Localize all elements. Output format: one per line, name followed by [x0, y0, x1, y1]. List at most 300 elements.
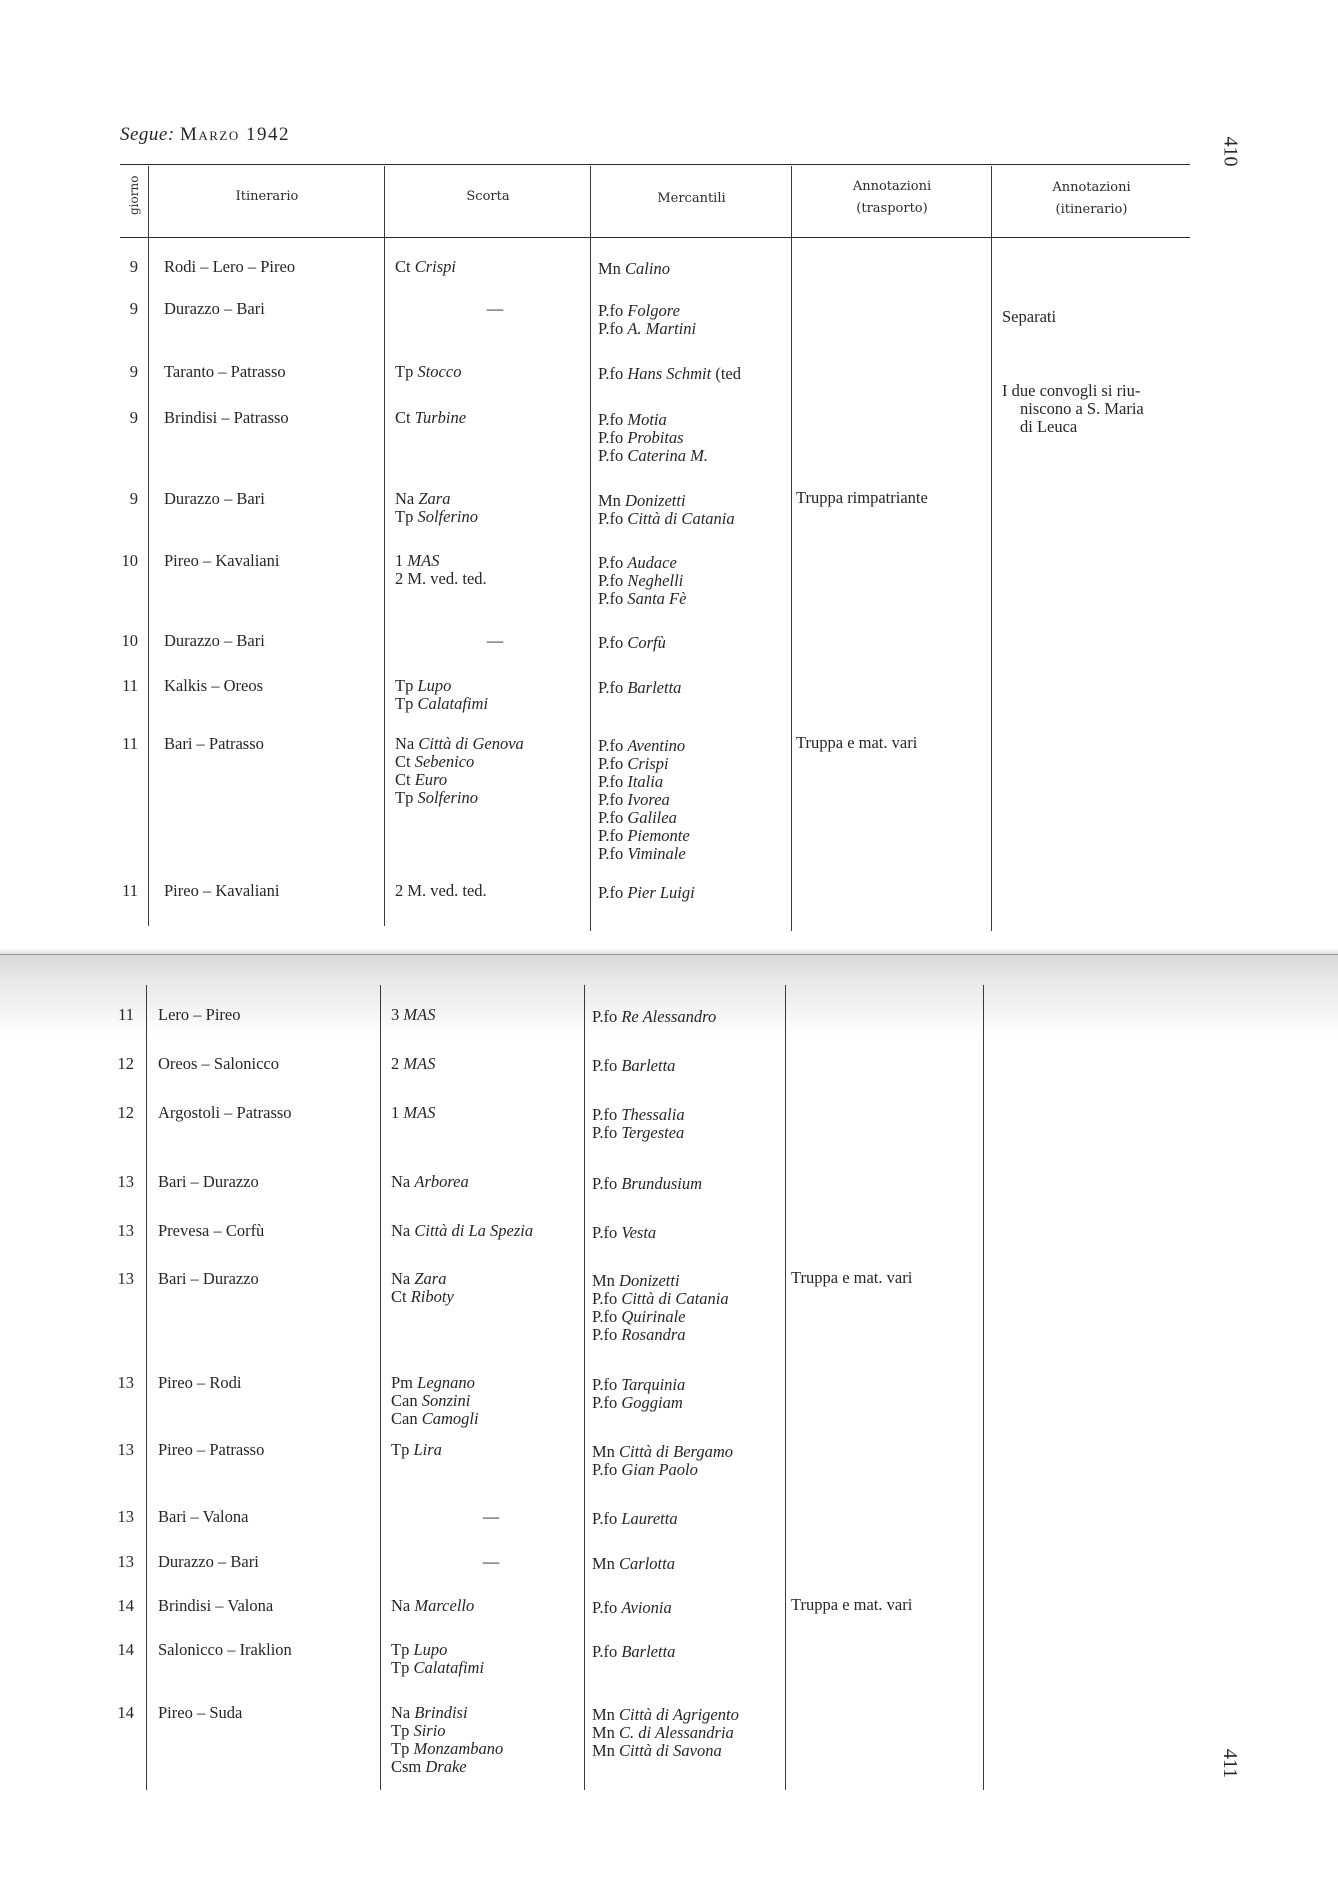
vessel-type: Tp	[395, 694, 414, 713]
escort-vessel	[395, 882, 487, 900]
vessel-type: P.fo	[598, 633, 624, 652]
vessel-type: P.fo	[592, 1289, 618, 1308]
merchant-vessel	[592, 1724, 734, 1742]
vessel-name: Camogli	[421, 1409, 479, 1428]
vessel-type: P.fo	[598, 754, 624, 773]
vessel-name: Avionia	[621, 1598, 672, 1617]
vessel-name: Brindisi	[414, 1703, 468, 1722]
merchant-vessel	[592, 1106, 685, 1124]
row-day: 9	[129, 299, 138, 318]
vessel-name: Probitas	[627, 428, 684, 447]
header-segue: Segue:	[120, 124, 175, 145]
escort-vessel	[395, 490, 450, 508]
vessel-name: Donizetti	[619, 1271, 680, 1290]
vessel-name: Carlotta	[619, 1554, 675, 1573]
vessel-name: Neghelli	[627, 571, 684, 590]
vessel-type: Na	[391, 1596, 411, 1615]
merchant-vessel	[592, 1510, 678, 1528]
vessel-name: Riboty	[410, 1287, 454, 1306]
vessel-type: Tp	[395, 507, 414, 526]
merchant-vessel	[598, 590, 686, 608]
col-rule	[380, 985, 381, 1790]
vessel-name: Città di Catania	[621, 1289, 729, 1308]
vessel-type: Ct	[395, 408, 411, 427]
vessel-type: P.fo	[592, 1123, 618, 1142]
vessel-name: MAS	[403, 1103, 436, 1122]
merchant-vessel	[592, 1643, 675, 1661]
vessel-type: P.fo	[598, 883, 624, 902]
vessel-type: Mn	[592, 1705, 615, 1724]
row-day: 13	[117, 1172, 134, 1191]
escort-vessel	[391, 1392, 470, 1410]
col-rule	[146, 985, 147, 1790]
merchant-vessel	[598, 791, 670, 809]
page-number-top: 410	[1219, 136, 1242, 167]
vessel-type: Na	[391, 1172, 411, 1191]
vessel-name: Galilea	[627, 808, 677, 827]
vessel-name: Crispi	[627, 754, 669, 773]
merchant-vessel	[592, 1326, 686, 1344]
row-day: 9	[129, 489, 138, 508]
merchant-vessel	[598, 737, 685, 755]
vessel-name: Sonzini	[421, 1391, 471, 1410]
escort-vessel	[395, 409, 466, 427]
vessel-name: Corfù	[627, 633, 666, 652]
vessel-type: P.fo	[598, 844, 624, 863]
escort-vessel	[391, 1641, 447, 1659]
escort-vessel	[395, 735, 524, 753]
vessel-name: Santa Fè	[627, 589, 687, 608]
merchant-vessel	[598, 827, 690, 845]
escort-vessel	[395, 552, 439, 570]
vessel-name: Stocco	[417, 362, 462, 381]
vessel-name: Pier Luigi	[627, 883, 695, 902]
merchant-vessel	[598, 884, 695, 902]
escort-vessel	[391, 1104, 435, 1122]
vessel-name: Barletta	[627, 678, 682, 697]
escort-vessel	[395, 677, 451, 695]
col-rule	[791, 166, 792, 931]
vessel-type: Na	[391, 1221, 411, 1240]
merchant-vessel	[598, 302, 680, 320]
row-annotation-transport: Truppa e mat. vari	[791, 1595, 913, 1614]
vessel-name: Quirinale	[621, 1307, 686, 1326]
merchant-vessel	[592, 1057, 675, 1075]
row-route: Pireo – Kavaliani	[164, 881, 280, 900]
vessel-name: Solferino	[417, 788, 478, 807]
vessel-type: Mn	[592, 1723, 615, 1742]
vessel-name: Rosandra	[621, 1325, 686, 1344]
vessel-type: Na	[395, 489, 415, 508]
vessel-type: Tp	[391, 1658, 410, 1677]
vessel-name: Calatafimi	[413, 1658, 485, 1677]
escort-vessel	[391, 1740, 503, 1758]
vessel-name: Gian Paolo	[621, 1460, 698, 1479]
vessel-name: Thessalia	[621, 1105, 685, 1124]
merchant-vessel	[598, 492, 686, 510]
row-day: 12	[117, 1103, 134, 1122]
vessel-type: P.fo	[598, 589, 624, 608]
vessel-type: 2 M. ved. ted.	[395, 881, 487, 900]
vessel-name: Crispi	[414, 257, 456, 276]
page-fold-line	[0, 954, 1338, 955]
vessel-type: P.fo	[592, 1223, 618, 1242]
vessel-type: Ct	[395, 257, 411, 276]
vessel-name: Audace	[627, 553, 677, 572]
row-day: 11	[118, 1005, 134, 1024]
escort-vessel	[391, 1006, 435, 1024]
merchant-vessel	[592, 1290, 729, 1308]
vessel-type: P.fo	[598, 553, 624, 572]
vessel-type: Ct	[395, 752, 411, 771]
vessel-name: Motia	[627, 410, 667, 429]
col-rule	[991, 166, 992, 931]
vessel-name: Euro	[414, 770, 448, 789]
row-escort-none: —	[482, 1507, 500, 1526]
col-rule	[384, 166, 385, 926]
col-header-ann-trasporto-line2: (trasporto)	[856, 201, 928, 216]
vessel-name: Lupo	[413, 1640, 448, 1659]
vessel-type: Mn	[598, 491, 621, 510]
vessel-name: Sebenico	[414, 752, 475, 771]
escort-vessel	[395, 695, 488, 713]
vessel-type: Ct	[391, 1287, 407, 1306]
vessel-type: 1	[395, 551, 404, 570]
vessel-type: P.fo	[592, 1325, 618, 1344]
row-route: Prevesa – Corfù	[158, 1221, 265, 1240]
vessel-type: 1	[391, 1103, 400, 1122]
merchant-vessel	[598, 510, 735, 528]
row-escort-none: —	[482, 1552, 500, 1571]
row-route: Lero – Pireo	[158, 1005, 241, 1024]
vessel-type: Tp	[395, 676, 414, 695]
vessel-name: Barletta	[621, 1642, 676, 1661]
vessel-type: Mn	[592, 1271, 615, 1290]
vessel-type: Csm	[391, 1757, 422, 1776]
vessel-type: Can	[391, 1391, 418, 1410]
col-header-ann-itinerario	[993, 177, 1190, 221]
col-rule	[148, 166, 149, 926]
vessel-name: Caterina M.	[627, 446, 709, 465]
vessel-type: 2 M. ved. ted.	[395, 569, 487, 588]
col-header-ann-itinerario-line2: (itinerario)	[1055, 202, 1128, 217]
row-annotation-itinerary: I due convogli si riu- niscono a S. Maria di Leuca	[1002, 381, 1144, 436]
vessel-name: Città di Bergamo	[619, 1442, 734, 1461]
vessel-type: Mn	[592, 1554, 615, 1573]
vessel-name: Calino	[625, 259, 670, 278]
col-rule	[584, 985, 585, 1790]
escort-vessel	[391, 1659, 484, 1677]
row-route: Brindisi – Patrasso	[164, 408, 289, 427]
vessel-name: Città di La Spezia	[414, 1221, 534, 1240]
merchant-vessel	[598, 809, 677, 827]
escort-vessel	[391, 1410, 479, 1428]
vessel-type: P.fo	[598, 808, 624, 827]
vessel-name: Lauretta	[621, 1509, 678, 1528]
vessel-type: P.fo	[598, 790, 624, 809]
merchant-vessel	[592, 1308, 686, 1326]
row-annotation-transport: Truppa rimpatriante	[796, 488, 928, 507]
merchant-vessel	[598, 320, 696, 338]
vessel-name: Tarquinia	[621, 1375, 686, 1394]
vessel-name: Lupo	[417, 676, 452, 695]
escort-vessel	[391, 1374, 475, 1392]
merchant-vessel	[598, 679, 681, 697]
vessel-type: P.fo	[592, 1174, 618, 1193]
vessel-type: P.fo	[598, 446, 624, 465]
row-route: Durazzo – Bari	[164, 631, 265, 650]
merchant-vessel	[592, 1272, 680, 1290]
row-day: 13	[117, 1440, 134, 1459]
vessel-name: Calatafimi	[417, 694, 489, 713]
vessel-type: P.fo	[592, 1598, 618, 1617]
vessel-name: Zara	[418, 489, 451, 508]
vessel-type: P.fo	[592, 1007, 618, 1026]
row-day: 9	[129, 362, 138, 381]
vessel-name: Re Alessandro	[621, 1007, 717, 1026]
vessel-type: 3	[391, 1005, 400, 1024]
vessel-name: Marcello	[414, 1596, 475, 1615]
row-day: 14	[117, 1703, 134, 1722]
escort-vessel	[391, 1270, 446, 1288]
merchant-vessel	[598, 773, 663, 791]
escort-vessel	[395, 771, 447, 789]
row-route: Bari – Durazzo	[158, 1269, 259, 1288]
merchant-vessel	[592, 1461, 698, 1479]
vessel-type: P.fo	[598, 678, 624, 697]
vessel-name: Piemonte	[627, 826, 690, 845]
escort-vessel	[391, 1441, 442, 1459]
col-rule	[785, 985, 786, 1790]
merchant-vessel	[598, 429, 684, 447]
merchant-vessel	[592, 1394, 683, 1412]
row-day: 13	[117, 1373, 134, 1392]
vessel-type: Mn	[592, 1741, 615, 1760]
col-header-mercantili: Mercantili	[657, 191, 726, 206]
vessel-type: P.fo	[592, 1307, 618, 1326]
row-route: Brindisi – Valona	[158, 1596, 274, 1615]
col-header-scorta: Scorta	[466, 189, 510, 204]
merchant-vessel	[592, 1376, 685, 1394]
vessel-name: Italia	[627, 772, 664, 791]
vessel-name: Legnano	[417, 1373, 475, 1392]
vessel-name: MAS	[403, 1054, 436, 1073]
vessel-type: Tp	[391, 1640, 410, 1659]
merchant-vessel	[598, 572, 683, 590]
col-rule	[590, 166, 591, 931]
row-route: Taranto – Patrasso	[164, 362, 286, 381]
col-header-itinerario: Itinerario	[235, 189, 299, 204]
row-route: Pireo – Patrasso	[158, 1440, 265, 1459]
merchant-vessel	[598, 260, 670, 278]
vessel-type: Tp	[391, 1739, 410, 1758]
vessel-type: P.fo	[598, 509, 624, 528]
vessel-type: P.fo	[598, 301, 624, 320]
vessel-type: P.fo	[592, 1642, 618, 1661]
vessel-type: Pm	[391, 1373, 414, 1392]
vessel-type: Na	[395, 734, 415, 753]
vessel-type: P.fo	[592, 1460, 618, 1479]
vessel-note: (ted	[715, 364, 741, 383]
col-header-ann-trasporto	[793, 176, 991, 220]
row-route: Kalkis – Oreos	[164, 676, 263, 695]
vessel-name: Folgore	[627, 301, 680, 320]
escort-vessel	[391, 1222, 533, 1240]
vessel-name: Brundusium	[621, 1174, 703, 1193]
vessel-type: Ct	[395, 770, 411, 789]
vessel-name: Monzambano	[413, 1739, 504, 1758]
merchant-vessel	[592, 1175, 702, 1193]
vessel-name: Barletta	[621, 1056, 676, 1075]
merchant-vessel	[592, 1555, 675, 1573]
vessel-type: P.fo	[592, 1393, 618, 1412]
escort-vessel	[391, 1597, 474, 1615]
vessel-type: P.fo	[598, 571, 624, 590]
row-annotation-transport: Truppa e mat. vari	[796, 733, 918, 752]
vessel-type: Na	[391, 1703, 411, 1722]
vessel-type: Tp	[395, 362, 414, 381]
page-header	[120, 124, 290, 146]
row-route: Pireo – Suda	[158, 1703, 243, 1722]
vessel-name: Hans Schmit	[627, 364, 712, 383]
row-day: 14	[117, 1640, 134, 1659]
vessel-type: Na	[391, 1269, 411, 1288]
merchant-vessel	[598, 447, 708, 465]
vessel-name: Solferino	[417, 507, 478, 526]
vessel-type: P.fo	[598, 772, 624, 791]
row-route: Oreos – Salonicco	[158, 1054, 279, 1073]
merchant-vessel	[592, 1443, 733, 1461]
row-route: Durazzo – Bari	[164, 489, 265, 508]
row-day: 13	[117, 1552, 134, 1571]
header-month: Marzo 1942	[179, 124, 290, 145]
vessel-name: Goggiam	[621, 1393, 683, 1412]
escort-vessel	[395, 570, 487, 588]
vessel-type: Tp	[395, 788, 414, 807]
row-day: 9	[129, 257, 138, 276]
row-day: 9	[129, 408, 138, 427]
escort-vessel	[395, 363, 461, 381]
row-day: 10	[121, 631, 138, 650]
vessel-name: Drake	[425, 1757, 467, 1776]
vessel-name: Viminale	[627, 844, 686, 863]
row-route: Bari – Valona	[158, 1507, 249, 1526]
escort-vessel	[391, 1055, 435, 1073]
vessel-type: P.fo	[598, 428, 624, 447]
vessel-name: A. Martini	[627, 319, 697, 338]
row-day: 12	[117, 1054, 134, 1073]
merchant-vessel	[598, 634, 666, 652]
merchant-vessel	[592, 1706, 739, 1724]
row-route: Pireo – Kavaliani	[164, 551, 280, 570]
col-header-giorno: giorno	[127, 175, 141, 215]
escort-vessel	[395, 789, 478, 807]
merchant-vessel	[598, 845, 686, 863]
vessel-type: P.fo	[592, 1056, 618, 1075]
vessel-name: Turbine	[414, 408, 467, 427]
vessel-name: Sirio	[413, 1721, 446, 1740]
vessel-type: P.fo	[598, 736, 624, 755]
row-annotation-transport: Truppa e mat. vari	[791, 1268, 913, 1287]
vessel-type: 2	[391, 1054, 400, 1073]
page-number-bottom: 411	[1219, 1748, 1242, 1779]
vessel-name: Zara	[414, 1269, 447, 1288]
escort-vessel	[391, 1288, 454, 1306]
vessel-name: Donizetti	[625, 491, 686, 510]
row-day: 11	[122, 734, 138, 753]
vessel-name: Ivorea	[627, 790, 670, 809]
col-header-ann-trasporto-line1: Annotazioni	[852, 179, 932, 194]
row-day: 13	[117, 1507, 134, 1526]
row-route: Pireo – Rodi	[158, 1373, 242, 1392]
row-route: Durazzo – Bari	[164, 299, 265, 318]
row-day: 11	[122, 881, 138, 900]
vessel-type: Tp	[391, 1721, 410, 1740]
row-day: 13	[117, 1221, 134, 1240]
row-day: 14	[117, 1596, 134, 1615]
vessel-name: Arborea	[414, 1172, 469, 1191]
vessel-type: Can	[391, 1409, 418, 1428]
table-top-rule	[120, 164, 1190, 165]
vessel-type: P.fo	[598, 364, 624, 383]
vessel-type: P.fo	[598, 826, 624, 845]
vessel-name: MAS	[407, 551, 440, 570]
escort-vessel	[395, 508, 478, 526]
vessel-name: MAS	[403, 1005, 436, 1024]
escort-vessel	[391, 1722, 446, 1740]
merchant-vessel	[592, 1224, 656, 1242]
merchant-vessel	[592, 1742, 722, 1760]
vessel-name: Lira	[413, 1440, 442, 1459]
merchant-vessel	[598, 755, 669, 773]
row-escort-none: —	[486, 299, 504, 318]
row-route: Bari – Durazzo	[158, 1172, 259, 1191]
escort-vessel	[395, 258, 456, 276]
merchant-vessel	[592, 1008, 716, 1026]
escort-vessel	[391, 1758, 467, 1776]
row-route: Bari – Patrasso	[164, 734, 264, 753]
vessel-name: Vesta	[621, 1223, 657, 1242]
vessel-type: Mn	[598, 259, 621, 278]
row-day: 11	[122, 676, 138, 695]
escort-vessel	[391, 1173, 469, 1191]
row-route: Salonicco – Iraklion	[158, 1640, 292, 1659]
vessel-type: P.fo	[592, 1509, 618, 1528]
vessel-name: Aventino	[627, 736, 686, 755]
col-header-ann-itinerario-line1: Annotazioni	[1052, 180, 1131, 195]
vessel-name: C. di Alessandria	[619, 1723, 734, 1742]
row-route: Rodi – Lero – Pireo	[164, 257, 296, 276]
vessel-type: P.fo	[592, 1375, 618, 1394]
escort-vessel	[395, 753, 474, 771]
table-header-rule	[120, 237, 1190, 238]
row-escort-none: —	[486, 631, 504, 650]
vessel-type: P.fo	[592, 1105, 618, 1124]
vessel-name: Tergestea	[621, 1123, 685, 1142]
vessel-type: Mn	[592, 1442, 615, 1461]
vessel-type: P.fo	[598, 319, 624, 338]
row-annotation-itinerary: Separati	[1002, 307, 1057, 326]
vessel-type: Tp	[391, 1440, 410, 1459]
vessel-name: Città di Agrigento	[619, 1705, 739, 1724]
vessel-name: Città di Genova	[418, 734, 524, 753]
row-route: Argostoli – Patrasso	[158, 1103, 292, 1122]
merchant-vessel	[592, 1599, 672, 1617]
row-route: Durazzo – Bari	[158, 1552, 259, 1571]
vessel-type: P.fo	[598, 410, 624, 429]
merchant-vessel	[598, 554, 677, 572]
vessel-name: Città di Savona	[619, 1741, 722, 1760]
